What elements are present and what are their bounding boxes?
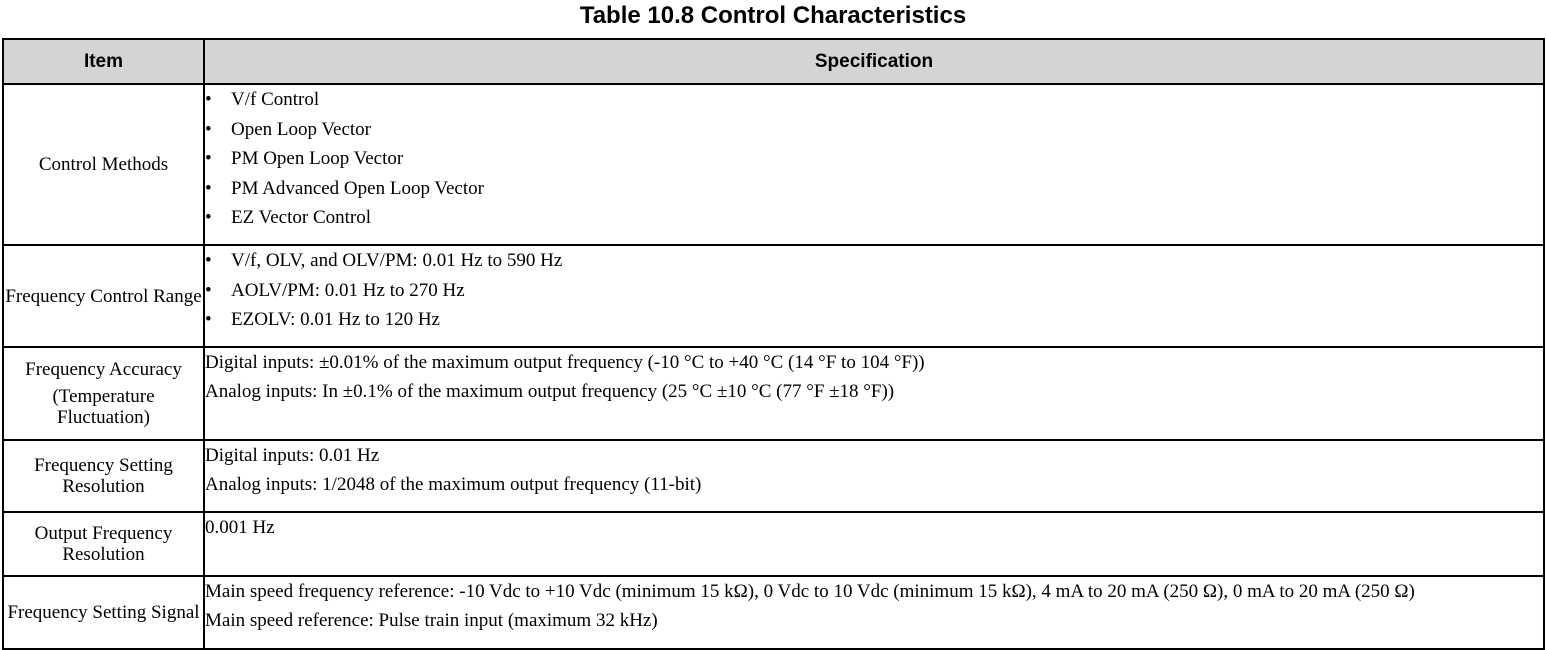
table-row — [3, 440, 1544, 512]
item-cell: Frequency Control Range — [3, 245, 204, 347]
spec-cell — [204, 512, 1544, 576]
item-cell: Output Frequency Resolution — [3, 512, 204, 576]
spec-cell — [204, 440, 1544, 512]
specification-column-header: Specification — [204, 39, 1544, 84]
spec-cell — [204, 84, 1544, 245]
table-row — [3, 512, 1544, 576]
item-cell: Frequency Setting Resolution — [3, 440, 204, 512]
item-label: Frequency Accuracy — [25, 359, 182, 380]
bullet-icon: • — [205, 250, 212, 271]
control-characteristics-table — [2, 38, 1545, 650]
table-row — [3, 576, 1544, 649]
item-sublabel: (Temperature Fluctuation) — [52, 386, 155, 428]
bullet-icon: • — [205, 309, 212, 331]
spec-cell — [204, 347, 1544, 440]
list-item: • PM Open Loop Vector — [205, 144, 1543, 174]
item-cell — [3, 347, 204, 440]
bullet-list — [205, 85, 1543, 233]
list-item: • EZ Vector Control — [205, 203, 1543, 233]
spec-line: Analog inputs: 1/2048 of the maximum output frequency (11-bit) — [205, 474, 702, 495]
bullet-icon: • — [205, 177, 212, 199]
list-item: • Open Loop Vector — [205, 115, 1543, 145]
item-cell: Control Methods — [3, 84, 204, 245]
bullet-icon: • — [205, 148, 212, 170]
list-item: • V/f, OLV, and OLV/PM: 0.01 Hz to 590 Hz — [205, 246, 1543, 276]
table-row — [3, 84, 1544, 245]
spec-cell — [204, 576, 1544, 649]
bullet-icon: • — [205, 118, 212, 140]
spec-cell — [204, 245, 1544, 347]
list-item: • AOLV/PM: 0.01 Hz to 270 Hz — [205, 276, 1543, 306]
header-row — [3, 39, 1544, 84]
table-row — [3, 347, 1544, 440]
spec-line: Analog inputs: In ±0.1% of the maximum output frequency (25 °C ±10 °C (77 °F ±18 °F)) — [205, 381, 895, 402]
bullet-icon: • — [205, 89, 212, 110]
list-item: • PM Advanced Open Loop Vector — [205, 174, 1543, 204]
list-item: • V/f Control — [205, 85, 1543, 115]
spec-line: Digital inputs: ±0.01% of the maximum output frequency (-10 °C to +40 °C (14 °F to 104 °F)) — [205, 352, 925, 373]
spec-line: Main speed frequency reference: -10 Vdc to +10 Vdc (minimum 15 kΩ), 0 Vdc to 10 Vdc (minimum 15 kΩ), 4 mA to 20 mA (250 Ω), 0 mA to 20 mA (250 Ω) — [205, 581, 1415, 602]
list-item: • EZOLV: 0.01 Hz to 120 Hz — [205, 305, 1543, 335]
table-title: Table 10.8 Control Characteristics — [579, 2, 967, 29]
spec-line: Digital inputs: 0.01 Hz — [205, 445, 380, 466]
item-column-header: Item — [3, 39, 204, 84]
spec-line: 0.001 Hz — [205, 517, 275, 538]
spec-line: Main speed reference: Pulse train input (maximum 32 kHz) — [205, 610, 658, 631]
item-cell: Frequency Setting Signal — [3, 576, 204, 649]
bullet-icon: • — [205, 207, 212, 229]
bullet-list — [205, 246, 1543, 335]
table-row — [3, 245, 1544, 347]
bullet-icon: • — [205, 279, 212, 301]
